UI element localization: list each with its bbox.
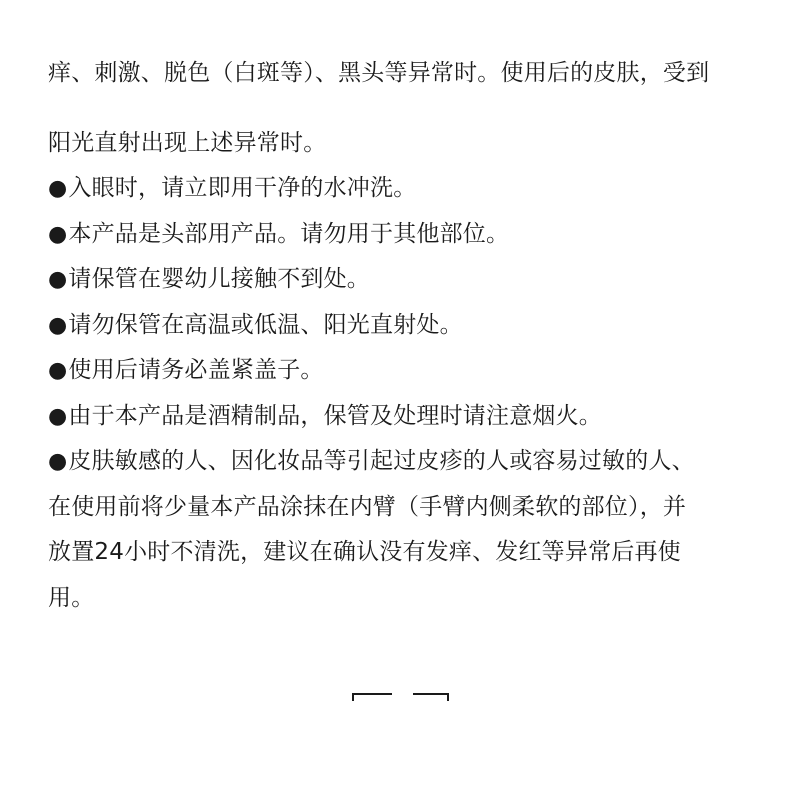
- separator-bar-left: [352, 693, 392, 695]
- bullet-item-sensitive-skin: [48, 439, 760, 485]
- bullet-dot-icon: ●: [48, 403, 68, 429]
- bullet-text: 皮肤敏感的人、因化妆品等引起过皮疹的人或容易过敏的人、: [68, 448, 695, 474]
- bullet-text: 请勿保管在高温或低温、阳光直射处。: [68, 311, 463, 338]
- clipped-top-line-text: 痒、刺激、脱色（白斑等）、黑头等异常时。使用后的皮肤，受到: [48, 60, 710, 86]
- bullet-text: 请保管在婴幼儿接触不到处。: [68, 266, 371, 292]
- bullet-item-eye-contact: [48, 166, 760, 212]
- bullet-item-keep-from-children: [48, 257, 760, 303]
- bullet-dot-icon: ●: [48, 312, 68, 338]
- bullet-dot-icon: ●: [48, 449, 68, 474]
- bullet-text: 由于本产品是酒精制品，保管及处理时请注意烟火。: [68, 402, 603, 429]
- bullet-item-storage-temperature: [48, 303, 760, 349]
- section-separator: [352, 693, 449, 705]
- clipped-top-line: [48, 60, 760, 121]
- sensitive-skin-line-2: 在使用前将少量本产品涂抹在内臂（手臂内侧柔软的部位），并: [48, 493, 687, 520]
- bullet-dot-icon: ●: [48, 267, 68, 292]
- sensitive-skin-line-4: 用。: [48, 584, 95, 611]
- bullet-dot-icon: ●: [48, 176, 68, 201]
- paragraph-continuation: 阳光直射出现上述异常时。: [48, 129, 327, 156]
- bullet-text: 本产品是头部用产品。请勿用于其他部位。: [68, 220, 510, 247]
- separator-tick-left: [352, 693, 354, 701]
- bullet-item-head-use-only: [48, 212, 760, 258]
- bullet-text: 使用后请务必盖紧盖子。: [68, 357, 324, 383]
- bullet-text: 入眼时，请立即用干净的水冲洗。: [68, 175, 417, 201]
- bullet-dot-icon: ●: [48, 358, 68, 383]
- separator-tick-right: [447, 693, 449, 701]
- separator-bar-right: [413, 693, 449, 695]
- bullet-item-close-cap: [48, 348, 760, 394]
- bullet-item-alcohol-fire: [48, 394, 760, 440]
- precautions-text: [48, 60, 760, 621]
- bullet-dot-icon: ●: [48, 221, 68, 247]
- sensitive-skin-line-3: 放置24小时不清洗，建议在确认没有发痒、发红等异常后再使: [48, 539, 681, 565]
